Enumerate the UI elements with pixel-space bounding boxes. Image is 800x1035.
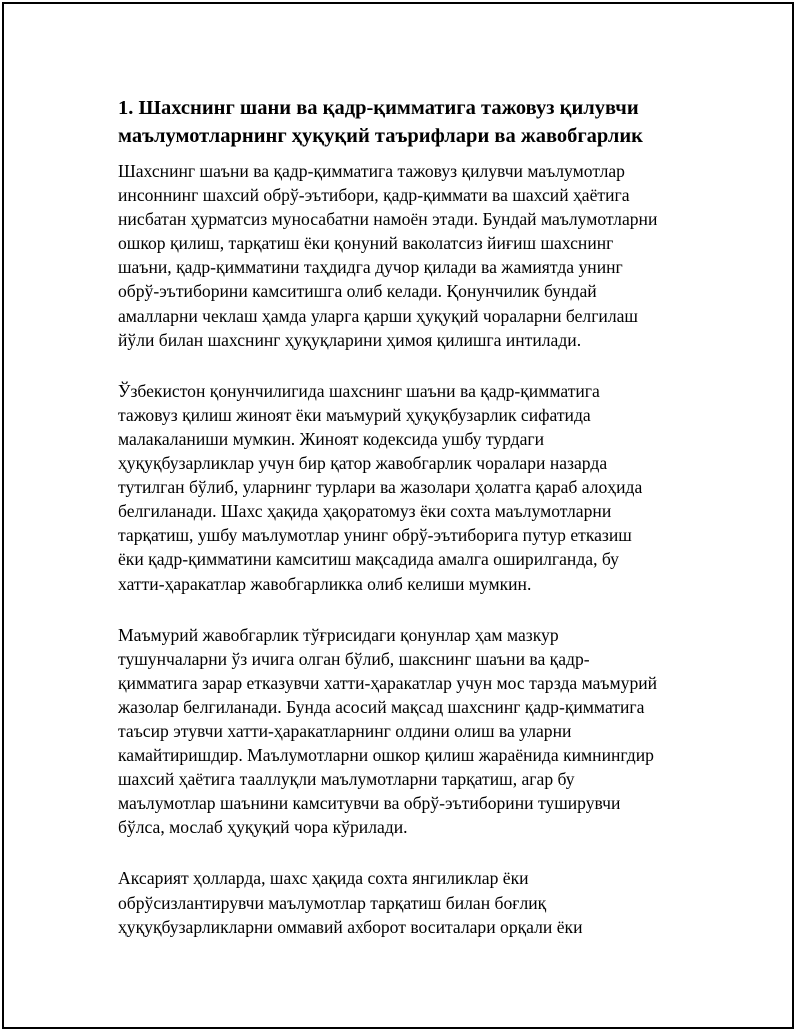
paragraph-3: Маъмурий жавобгарлик тўғрисидаги қонунлар ҳам мазкур тушунчаларни ўз ичига олган бўлиб, шакснинг шаъни ва қадр- қимматига зарар етказувчи хатти-ҳаракатлар учун мос тарзда маъмурий жазолар белгиланади. Бунда асосий мақсад шахснинг қадр-қимматига таъсир этувчи хатти-ҳаракатларнинг олдини олиш ва уларни камайтиришдир. Маълумотларни ошкор қилиш жараёнида кимнингдир шахсий ҳаётига тааллуқли маълумотларни тарқатиш, агар бу маълумотлар шаънини камситувчи ва обрў-эътиборини туширувчи бўлса, мослаб ҳуқуқий чора кўрилади. bbox=[118, 624, 658, 838]
paragraph-2: Ўзбекистон қонунчилигида шахснинг шаъни ва қадр-қимматига тажовуз қилиш жиноят ёки маъмурий ҳуқуқбузарлик сифатида малакаланиши мумкин. Жиноят кодексида ушбу турдаги ҳуқуқбузарликлар учун бир қатор жавобгарлик чоралари назарда тутилган бўлиб, уларнинг турлари ва жазолари ҳолатга қараб алоҳида белгиланади. Шахс ҳақида ҳақоратомуз ёки сохта маълумотларни тарқатиш, ушбу маълумотлар унинг обрў-эътиборига путур етказиш ёки қадр-қимматини камситиш мақсадида амалга оширилганда, бу хатти-ҳаракатлар жавобгарликка олиб келиши мумкин. bbox=[118, 380, 643, 594]
paragraph-4: Аксарият ҳолларда, шахс ҳақида сохта янгиликлар ёки обрўсизлантирувчи маълумотлар тарқатиш билан боғлиқ ҳуқуқбузарликларни оммавий ахборот воситалари орқали ёки bbox=[118, 868, 583, 937]
section-heading: 1. Шахснинг шани ва қадр-қимматига тажовуз қилувчи маълумотларнинг ҳуқуқий таърифлари ва жавобгарлик bbox=[118, 97, 643, 147]
paragraph-1: Шахснинг шаъни ва қадр-қимматига тажовуз қилувчи маълумотлар инсоннинг шахсий обрў-эътибори, қадр-қиммати ва шахсий ҳаётига нисбатан ҳурматсиз муносабатни намоён этади. Бундай маълумотларни ошкор қилиш, тарқатиш ёки қонуний ваколатсиз йиғиш шахснинг шаъни, қадр-қимматини таҳдидга дучор қилади ва жамиятда унинг обрў-эътиборини камситишга олиб келади. Қонунчилик бундай амалларни чеклаш ҳамда уларга қарши ҳуқуқий чораларни белгилаш йўли билан шахснинг ҳуқуқларини ҳимоя қилишга интилади. bbox=[118, 161, 658, 350]
document-content bbox=[118, 94, 693, 966]
